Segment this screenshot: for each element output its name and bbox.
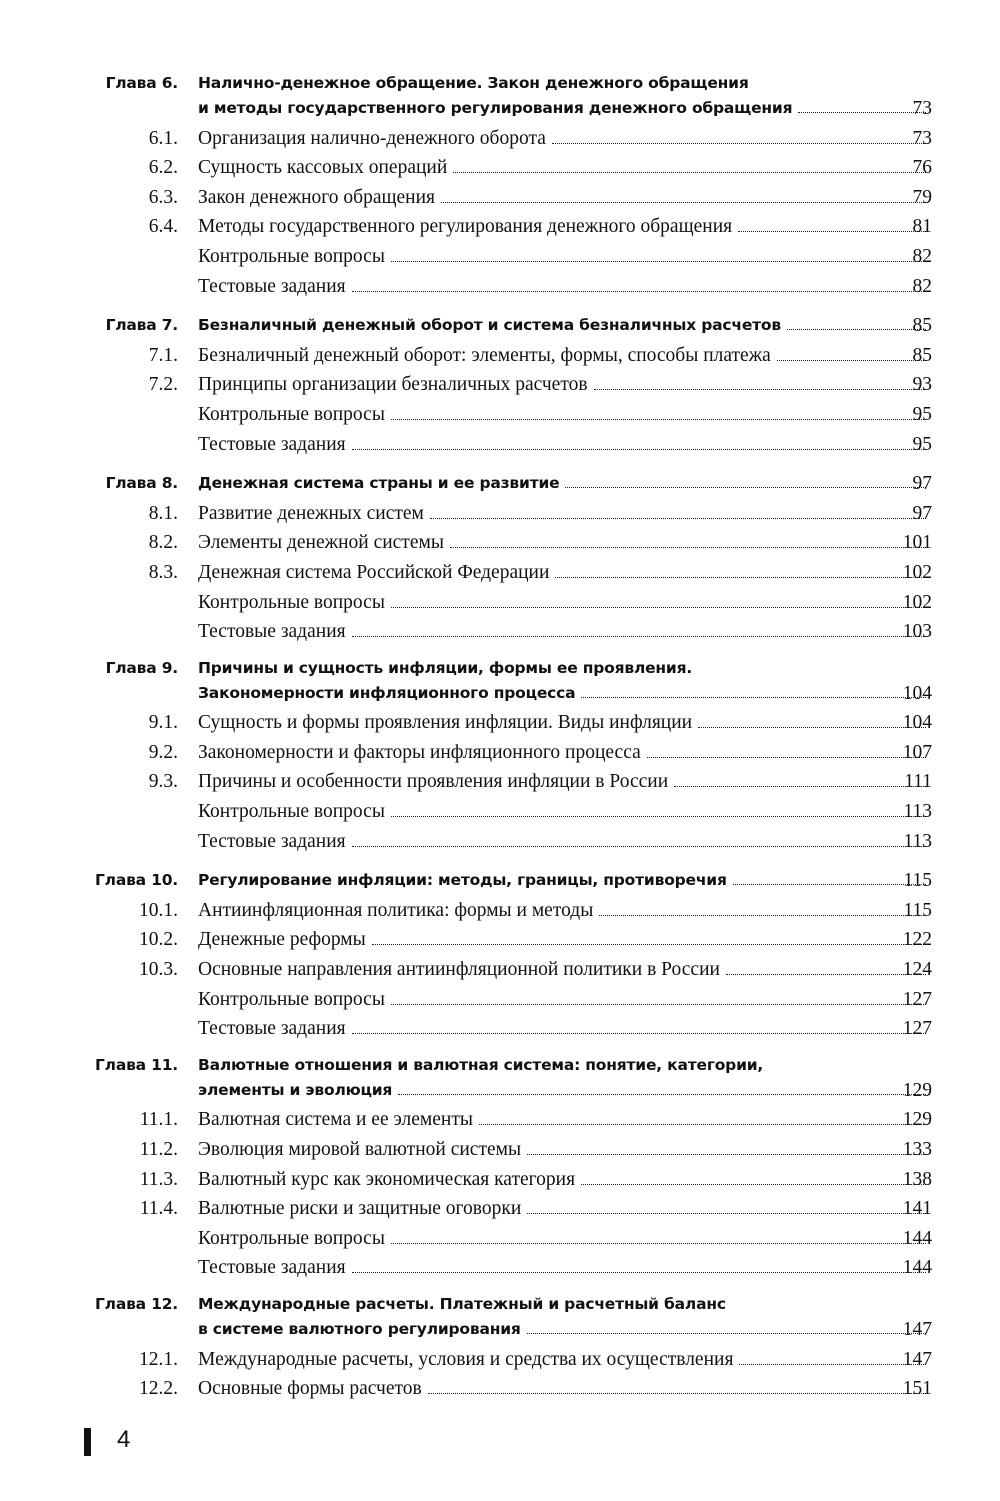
section-number: 7.2. — [148, 374, 178, 396]
chapter-label: Глава 9. — [105, 658, 178, 677]
page-ref: 102 — [902, 561, 932, 583]
chapter-label: Глава 8. — [105, 474, 178, 493]
dot-leader — [565, 486, 926, 488]
section-title: Основные направления антиинфляционной политики в России — [198, 959, 720, 981]
section-number: 12.1. — [139, 1348, 178, 1370]
page-ref: 147 — [902, 1318, 932, 1340]
section-title: Элементы денежной системы — [198, 532, 444, 554]
section-number: 6.2. — [148, 157, 178, 179]
page-ref: 113 — [903, 801, 932, 823]
chapter-title-cont: и методы государственного регулирования денежного обращения — [198, 99, 793, 117]
page-ref: 147 — [902, 1348, 932, 1370]
dot-leader — [352, 448, 926, 450]
toc-entry[interactable] — [0, 124, 1000, 154]
section-title: Тестовые задания — [198, 275, 346, 297]
dot-leader — [391, 418, 926, 420]
section-title: Тестовые задания — [198, 433, 346, 455]
page-ref: 129 — [902, 1079, 932, 1101]
page-ref: 82 — [912, 245, 932, 267]
section-title: Развитие денежных систем — [198, 502, 424, 524]
section-title: Денежная система Российской Федерации — [198, 561, 550, 583]
page-ref: 76 — [912, 157, 932, 179]
section-title: Контрольные вопросы — [198, 403, 385, 425]
toc-entry[interactable] — [0, 341, 1000, 371]
dot-leader — [428, 1392, 926, 1394]
toc-entry[interactable] — [0, 827, 1000, 857]
toc-entry[interactable] — [0, 558, 1000, 588]
dot-leader — [391, 815, 926, 817]
section-title: Закономерности и факторы инфляционного процесса — [198, 741, 641, 763]
page-ref: 129 — [902, 1109, 932, 1131]
page-ref: 97 — [912, 502, 932, 524]
section-title: Сущность кассовых операций — [198, 157, 448, 179]
chapter-title: Международные расчеты. Платежный и расчетный баланс — [198, 1294, 726, 1313]
toc-entry[interactable] — [0, 708, 1000, 738]
dot-leader — [441, 201, 926, 203]
dot-leader — [581, 696, 926, 698]
chapter-heading[interactable] — [0, 311, 1000, 341]
page-ref: 127 — [902, 988, 932, 1010]
toc-entry[interactable] — [0, 985, 1000, 1015]
page-ref: 107 — [902, 741, 932, 763]
chapter-label: Глава 6. — [105, 74, 178, 92]
chapter-heading[interactable] — [0, 469, 1000, 499]
chapter-block — [0, 657, 1000, 857]
chapter-block — [0, 469, 1000, 647]
page-number: 4 — [117, 1426, 131, 1453]
section-number: 8.2. — [148, 532, 178, 554]
section-title: Принципы организации безналичных расчетов — [198, 374, 588, 396]
dot-leader — [450, 546, 926, 548]
chapter-title-cont: Закономерности инфляционного процесса — [198, 683, 576, 702]
page-ref: 141 — [902, 1198, 932, 1220]
chapter-heading[interactable] — [0, 866, 1000, 896]
section-title: Контрольные вопросы — [198, 801, 385, 823]
page-ref: 133 — [902, 1139, 932, 1160]
page-ref: 104 — [902, 682, 932, 704]
toc-entry[interactable] — [0, 617, 1000, 647]
chapter-heading[interactable] — [0, 1054, 1000, 1076]
dot-leader — [647, 756, 926, 758]
toc-entry[interactable] — [0, 1105, 1000, 1135]
section-title: Основные формы расчетов — [198, 1378, 422, 1400]
dot-leader — [552, 142, 926, 144]
toc-entry[interactable] — [0, 212, 1000, 242]
toc-entry[interactable] — [0, 1135, 1000, 1165]
page-ref: 115 — [903, 899, 932, 921]
section-number: 6.4. — [148, 216, 178, 238]
page-marker-bar — [84, 1428, 91, 1456]
page-ref: 85 — [912, 315, 932, 337]
toc-entry[interactable] — [0, 896, 1000, 926]
section-number: 10.2. — [139, 929, 178, 951]
section-title: Безналичный денежный оборот: элементы, формы, способы платежа — [198, 344, 771, 366]
toc-entry[interactable] — [0, 1253, 1000, 1283]
dot-leader — [555, 576, 926, 578]
toc-entry[interactable] — [0, 1165, 1000, 1195]
page-ref: 115 — [903, 870, 932, 892]
dot-leader — [398, 1093, 926, 1095]
page-ref: 144 — [902, 1257, 932, 1279]
section-title: Валютная система и ее элементы — [198, 1109, 473, 1131]
page-ref: 113 — [903, 830, 932, 852]
section-number: 11.1. — [139, 1109, 178, 1131]
toc-entry[interactable] — [0, 588, 1000, 618]
page-ref: 122 — [902, 929, 932, 951]
toc-entry[interactable] — [0, 1194, 1000, 1224]
section-title: Международные расчеты, условия и средства их осуществления — [198, 1348, 734, 1370]
section-title: Закон денежного обращения — [198, 186, 436, 208]
section-title: Тестовые задания — [198, 1018, 346, 1040]
chapter-label: Глава 10. — [94, 871, 178, 890]
page-ref: 101 — [902, 532, 932, 554]
chapter-title-cont: в системе валютного регулирования — [198, 1319, 521, 1338]
page-ref: 144 — [902, 1227, 932, 1249]
chapter-heading-cont[interactable] — [0, 679, 1000, 709]
section-title: Контрольные вопросы — [198, 591, 385, 613]
toc-entry[interactable] — [0, 528, 1000, 558]
page-ref: 79 — [912, 186, 932, 208]
dot-leader — [352, 290, 926, 292]
section-number: 8.3. — [148, 561, 178, 583]
dot-leader — [599, 914, 926, 916]
dot-leader — [527, 1212, 926, 1214]
chapter-label: Глава 7. — [105, 316, 178, 335]
dot-leader — [594, 388, 926, 390]
toc-entry[interactable] — [0, 400, 1000, 430]
chapter-block — [0, 1054, 1000, 1283]
page-ref: 102 — [902, 591, 932, 613]
section-title: Контрольные вопросы — [198, 245, 385, 267]
toc-entry[interactable] — [0, 499, 1000, 529]
toc-entry[interactable] — [0, 370, 1000, 400]
dot-leader — [372, 943, 926, 945]
section-number: 6.3. — [148, 186, 178, 208]
dot-leader — [453, 171, 926, 173]
toc-entry[interactable] — [0, 1374, 1000, 1404]
chapter-title: Причины и сущность инфляции, формы ее проявления. — [198, 658, 693, 677]
page-ref: 104 — [902, 712, 932, 734]
page-ref: 95 — [912, 433, 932, 455]
section-number: 9.1. — [148, 712, 178, 734]
section-title: Тестовые задания — [198, 830, 346, 852]
section-number: 10.1. — [139, 899, 178, 921]
dot-leader — [391, 606, 926, 608]
chapter-label: Глава 12. — [94, 1294, 178, 1313]
chapter-heading[interactable] — [0, 657, 1000, 679]
page-ref: 138 — [902, 1168, 932, 1190]
dot-leader — [581, 1183, 926, 1185]
dot-leader — [352, 635, 926, 637]
section-number: 11.4. — [139, 1198, 178, 1220]
chapter-label: Глава 11. — [94, 1055, 178, 1074]
chapter-block — [0, 866, 1000, 1044]
section-title: Тестовые задания — [198, 621, 346, 643]
dot-leader — [479, 1123, 926, 1125]
page-ref: 73 — [912, 98, 932, 119]
chapter-title: Налично-денежное обращение. Закон денежного обращения — [198, 74, 749, 92]
toc-entry[interactable] — [0, 955, 1000, 985]
page-ref: 73 — [912, 127, 932, 149]
section-title: Антиинфляционная политика: формы и методы — [198, 899, 594, 921]
toc-entry[interactable] — [0, 925, 1000, 955]
page-ref: 111 — [904, 771, 932, 793]
chapter-heading-cont[interactable] — [0, 1315, 1000, 1345]
section-number: 8.1. — [148, 502, 178, 524]
chapter-block — [0, 311, 1000, 459]
dot-leader — [352, 845, 926, 847]
section-number: 10.3. — [139, 959, 178, 981]
section-title: Организация налично-денежного оборота — [198, 127, 546, 149]
page-ref: 103 — [902, 621, 932, 643]
section-title: Тестовые задания — [198, 1257, 346, 1279]
section-number: 7.1. — [148, 344, 178, 366]
chapter-title: Валютные отношения и валютная система: понятие, категории, — [198, 1055, 764, 1074]
table-of-contents — [0, 72, 1000, 1404]
dot-leader — [391, 1242, 926, 1244]
dot-leader — [391, 260, 926, 262]
section-title: Денежные реформы — [198, 929, 366, 951]
chapter-block — [0, 72, 1000, 301]
section-title: Контрольные вопросы — [198, 1227, 385, 1249]
dot-leader — [430, 517, 926, 519]
dot-leader — [391, 1003, 926, 1005]
page-ref: 93 — [912, 374, 932, 396]
section-title: Валютные риски и защитные оговорки — [198, 1198, 522, 1220]
chapter-heading[interactable] — [0, 1293, 1000, 1315]
page-ref: 81 — [912, 216, 932, 238]
page-ref: 124 — [902, 959, 932, 981]
chapter-title: Регулирование инфляции: методы, границы, противоречия — [198, 871, 727, 890]
page-ref: 151 — [902, 1378, 932, 1400]
chapter-title: Денежная система страны и ее развитие — [198, 474, 560, 493]
section-number: 6.1. — [148, 127, 178, 149]
section-number: 12.2. — [139, 1378, 178, 1400]
toc-entry[interactable] — [0, 1224, 1000, 1254]
dot-leader — [527, 1332, 926, 1334]
toc-entry[interactable] — [0, 183, 1000, 213]
toc-entry[interactable] — [0, 738, 1000, 768]
section-title: Контрольные вопросы — [198, 988, 385, 1010]
toc-entry[interactable] — [0, 797, 1000, 827]
section-number: 9.2. — [148, 741, 178, 763]
toc-entry[interactable] — [0, 767, 1000, 797]
section-title: Методы государственного регулирования денежного обращения — [198, 216, 733, 238]
dot-leader — [527, 1153, 926, 1155]
page-ref: 127 — [902, 1018, 932, 1040]
chapter-title: Безналичный денежный оборот и система безналичных расчетов — [198, 316, 781, 335]
toc-entry[interactable] — [0, 153, 1000, 183]
section-title: Валютный курс как экономическая категория — [198, 1168, 576, 1190]
section-title: Эволюция мировой валютной системы — [198, 1139, 522, 1160]
dot-leader — [352, 1271, 926, 1273]
dot-leader — [352, 1032, 926, 1034]
chapter-heading-cont[interactable] — [0, 1076, 1000, 1106]
page-ref: 85 — [912, 344, 932, 366]
section-title: Сущность и формы проявления инфляции. Виды инфляции — [198, 712, 693, 734]
chapter-heading[interactable] — [0, 72, 1000, 94]
page-ref: 82 — [912, 275, 932, 297]
toc-entry[interactable] — [0, 430, 1000, 460]
page-ref: 95 — [912, 403, 932, 425]
toc-entry[interactable] — [0, 272, 1000, 302]
chapter-heading-cont[interactable] — [0, 94, 1000, 124]
toc-entry[interactable] — [0, 242, 1000, 272]
section-number: 11.3. — [139, 1168, 178, 1190]
chapter-block — [0, 1293, 1000, 1404]
toc-entry[interactable] — [0, 1345, 1000, 1375]
page-ref: 97 — [912, 473, 932, 495]
toc-entry[interactable] — [0, 1014, 1000, 1044]
section-title: Причины и особенности проявления инфляции в России — [198, 771, 669, 793]
chapter-title-cont: элементы и эволюция — [198, 1080, 393, 1099]
section-number: 11.2. — [139, 1139, 178, 1160]
section-number: 9.3. — [148, 771, 178, 793]
